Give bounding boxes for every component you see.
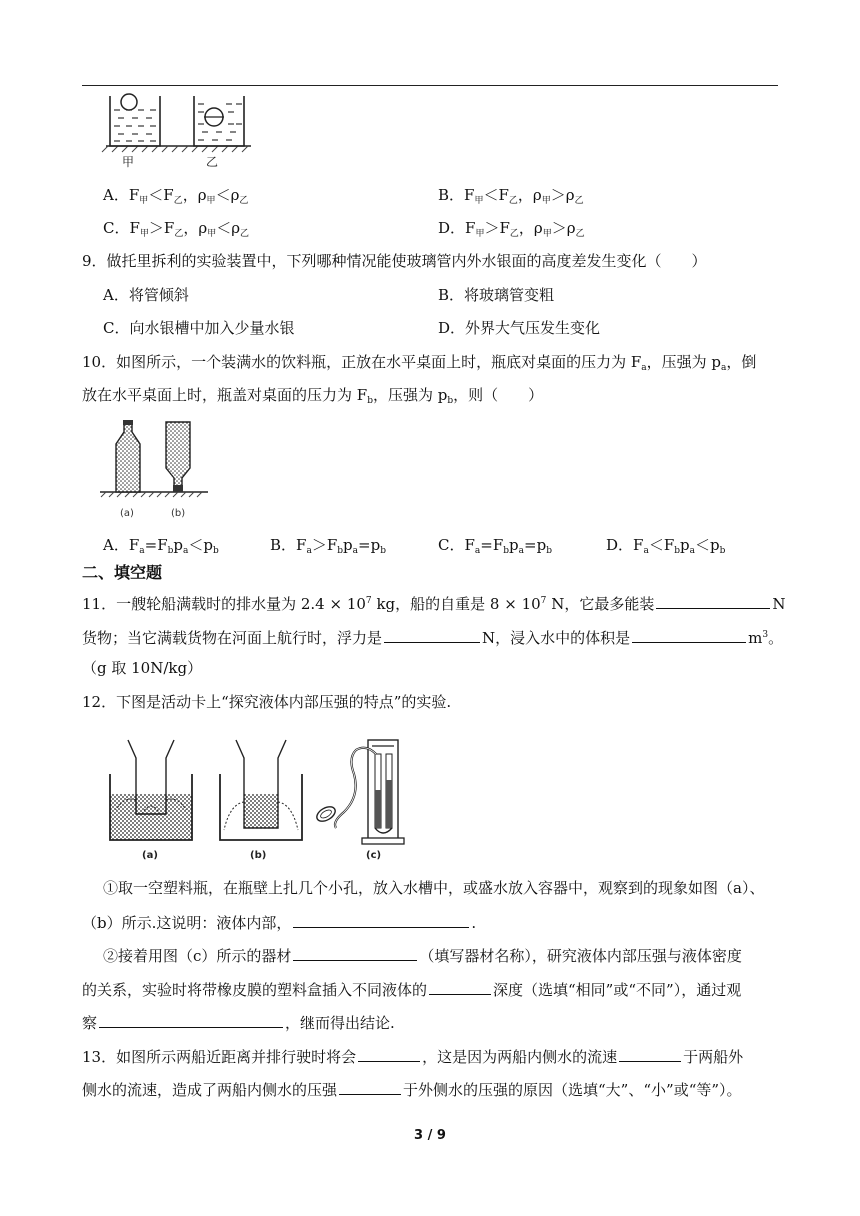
q8-option-c: C．$F_甲>F_乙$，$\rho_甲<\rho_乙$ xyxy=(103,219,250,239)
q9-option-d: D．外界大气压发生变化 xyxy=(438,319,601,337)
q8-fig-label-jia: 甲 xyxy=(122,155,135,169)
q12-figure xyxy=(104,734,416,862)
q12-blank-3[interactable] xyxy=(429,978,491,995)
q12-fig-label-a: (a) xyxy=(142,850,158,861)
q8-option-d: D．$F_甲>F_乙$，$\rho_甲>\rho_乙$ xyxy=(438,219,585,239)
q10-stem-line1: 10．如图所示，一个装满水的饮料瓶，正放在水平桌面上时，瓶底对桌面的压力为 $F_a$，压强为 $p_a$，倒 xyxy=(82,353,757,373)
q9-option-b: B．将玻璃管变粗 xyxy=(438,286,555,304)
q9-stem: 9．做托里拆利的实验装置中，下列哪种情况能使玻璃管内外水银面的高度差发生变化（ ） xyxy=(82,252,707,270)
q11-line2: 货物；当它满载货物在河面上航行时，浮力是 N，浸入水中的体积是 $m^3$。 xyxy=(82,624,783,649)
q11-blank-2[interactable] xyxy=(384,626,480,643)
q10-option-c: C．$F_a=F_bp_a=p_b$ xyxy=(438,536,552,556)
q12-blank-1[interactable] xyxy=(293,911,469,928)
q12-line5: 察 ，继而得出结论. xyxy=(82,1011,395,1034)
q12-blank-2[interactable] xyxy=(293,944,417,961)
q11-blank-3[interactable] xyxy=(632,626,746,643)
q12-line1: ①取一空塑料瓶，在瓶壁上扎几个小孔，放入水槽中，或盛水放入容器中，观察到的现象如图（a）、 xyxy=(103,879,765,897)
q13-blank-1[interactable] xyxy=(358,1045,420,1062)
q12-blank-4[interactable] xyxy=(99,1011,283,1028)
q12-line4: 的关系，实验时将带橡皮膜的塑料盒插入不同液体的 深度（选填“相同”或“不同”），通过观 xyxy=(82,978,741,1001)
q10-fig-label-b: (b) xyxy=(171,508,186,519)
q10-fig-label-a: (a) xyxy=(120,508,134,519)
q12-line2: （b）所示.这说明：液体内部， . xyxy=(82,911,476,934)
header-rule xyxy=(82,85,778,86)
q12-line3: ②接着用图（c）所示的器材 （填写器材名称），研究液体内部压强与液体密度 xyxy=(103,944,742,967)
q8-fig-label-yi: 乙 xyxy=(206,155,219,169)
q11-blank-1[interactable] xyxy=(656,592,770,609)
q9-option-a: A．将管倾斜 xyxy=(103,286,189,304)
q13-line1: 13．如图所示两船近距离并排行驶时将会 ，这是因为两船内侧水的流速 于两船外 xyxy=(82,1045,743,1068)
q12-fig-label-c: (c) xyxy=(366,850,382,861)
q9-option-c: C．向水银槽中加入少量水银 xyxy=(103,319,295,337)
section-heading-fill-in: 二、填空题 xyxy=(82,563,163,582)
q12-stem: 12．下图是活动卡上“探究液体内部压强的特点”的实验. xyxy=(82,693,452,711)
q8-option-a: A．$F_甲<F_乙$，$\rho_甲<\rho_乙$ xyxy=(103,186,249,206)
q10-option-b: B．$F_a>F_bp_a=p_b$ xyxy=(270,536,386,556)
q10-stem-line2: 放在水平桌面上时，瓶盖对桌面的压力为 $F_b$，压强为 $p_b$，则（ ） xyxy=(82,386,544,406)
q12-fig-label-b: (b) xyxy=(250,850,267,861)
q8-option-b: B．$F_甲<F_乙$，$\rho_甲>\rho_乙$ xyxy=(438,186,584,206)
q10-option-d: D．$F_a<F_bp_a<p_b$ xyxy=(606,536,726,556)
q13-line2: 侧水的流速，造成了两船内侧水的压强 于外侧水的压强的原因（选填“大”、“小”或“等”）。 xyxy=(82,1078,742,1101)
q11-line3: （g 取 10N/kg） xyxy=(82,659,203,677)
q13-blank-2[interactable] xyxy=(619,1045,681,1062)
q10-option-a: A．$F_a=F_bp_a<p_b$ xyxy=(103,536,219,556)
q10-bottle-figure xyxy=(98,418,214,526)
page-number: 3 / 9 xyxy=(414,1128,446,1143)
q11-line1: 11．一艘轮船满载时的排水量为 $2.4 \times 10^7$ kg，船的自重是 $8 \times 10^7$ N，它最多能装 N xyxy=(82,590,785,615)
q8-figure xyxy=(96,92,256,174)
q13-blank-3[interactable] xyxy=(339,1078,401,1095)
